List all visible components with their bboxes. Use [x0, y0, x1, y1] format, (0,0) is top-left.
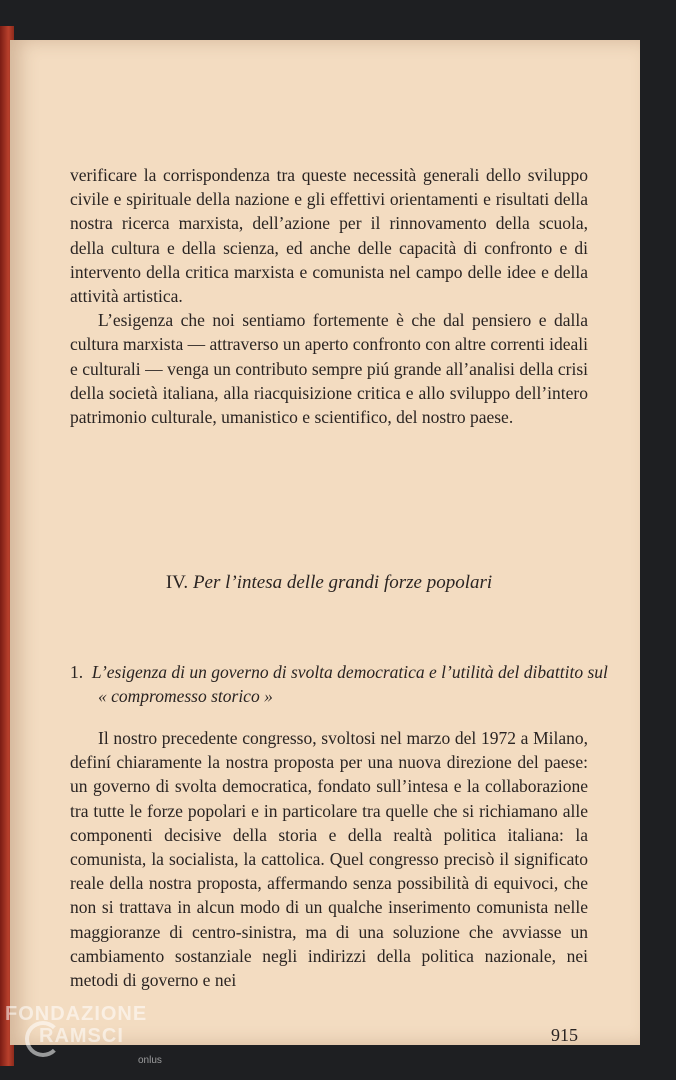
- paragraph-2: L’esigenza che noi sentiamo fortemente è che dal pensiero e dalla cultura marxista — attraverso un aperto confronto con altre correnti ideali e culturali — venga un contributo sempre piú grande all’analisi della crisi della società italiana, alla riacquisizione critica e allo sviluppo dell’intero patrimonio culturale, umanistico e scientifico, del nostro paese.: [70, 310, 588, 428]
- watermark-line-3: onlus: [138, 1055, 162, 1066]
- section-heading: [70, 572, 588, 594]
- paragraph-3: Il nostro precedente congresso, svoltosi nel marzo del 1972 a Milano, definí chiaramente la nostra proposta per una nuova direzione del paese: un governo di svolta democratica, fondato sull’intesa e la collaborazione tra tutte le forze popolari e in particolare tra quelle che si richiamano alle componenti decisive della storia e della realtà politica italiana: la comunista, la socialista, la cattolica. Quel congresso precisò il significato reale della nostra proposta, affermando senza possibilità di equivoci, che non si trattava in alcun modo di un qualche inserimento comunista nelle maggioranze di centro-sinistra, ma di una soluzione che avviasse un cambiamento sostanziale negli indirizzi della politica nazionale, nei metodi di governo e nei: [70, 728, 588, 991]
- subsection-title: L’esigenza di un governo di svolta democratica e l’utilità del dibattito sul « compromesso storico »: [91, 662, 608, 706]
- section-title: Per l’intesa delle grandi forze popolari: [192, 572, 493, 593]
- text-block-main: [70, 726, 588, 992]
- watermark-line-2: RAMSCI: [39, 1025, 124, 1047]
- watermark-line-1: FONDAZIONE: [5, 1003, 148, 1025]
- section-numeral: IV.: [165, 572, 189, 593]
- subsection-heading: [70, 660, 616, 708]
- g-logo-icon: [25, 1021, 61, 1057]
- fondazione-gramsci-watermark: [5, 1003, 162, 1066]
- text-block-top: [70, 163, 588, 429]
- subsection-number: 1.: [70, 662, 84, 682]
- book-page: [10, 40, 640, 1045]
- paragraph-1: verificare la corrispondenza tra queste necessità generali dello sviluppo civile e spirituale della nazione e gli effettivi orientamenti e risultati della nostra ricerca marxista, dell’azione per il rinnovamento della scuola, della cultura e della scienza, ed anche delle capacità di confronto e di intervento della critica marxista e comunista nel campo delle idee e della attività artistica.: [70, 165, 588, 307]
- page-number: 915: [551, 1025, 578, 1045]
